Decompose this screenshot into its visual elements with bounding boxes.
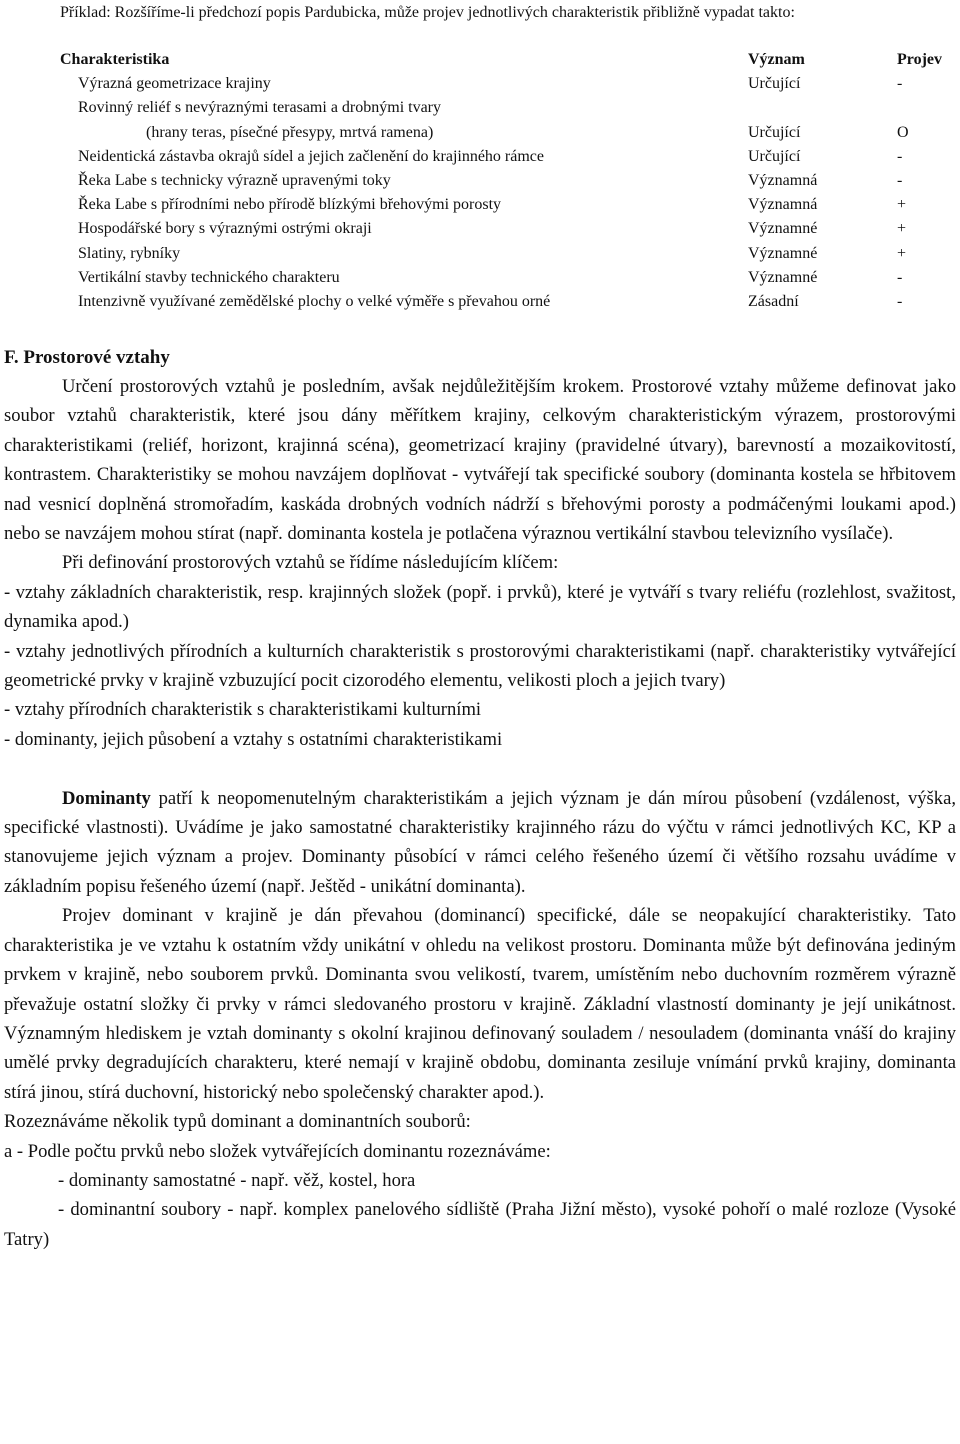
cell-projev: + [897, 196, 907, 214]
list-item: - vztahy jednotlivých přírodních a kulturních charakteristik s prostorovými charakteristikami (např. charakteristiky vytvářející geometrické prvky v krajině vzbuzující pocit cizorodého elementu, velikosti ploch a jejich tvary) [4, 640, 956, 692]
header-charakteristika: Charakteristika [60, 51, 170, 68]
cell-charakteristika: Hospodářské bory s výraznými ostrými okraji [78, 220, 372, 238]
table-row [60, 218, 960, 242]
cell-charakteristika: Vertikální stavby technického charakteru [78, 268, 340, 286]
table-row [60, 97, 960, 121]
cell-vyznam: Určující [748, 123, 801, 141]
table-row [60, 73, 960, 97]
section-heading: F. Prostorové vztahy [4, 347, 170, 368]
list-item: - vztahy základních charakteristik, resp. krajinných složek (popř. i prvků), které je vytváří s tvary reliéfu (rozlehlost, svažitost, dynamika apod.) [4, 581, 956, 633]
cell-charakteristika: Neidentická zástavba okrajů sídel a jejich začlenění do krajinného rámce [78, 147, 545, 165]
cell-charakteristika: Řeka Labe s technicky výrazně upravenými toky [78, 171, 391, 189]
table-row [60, 170, 960, 194]
list-item: - vztahy přírodních charakteristik s charakteristikami kulturními [4, 699, 482, 721]
cell-projev: - [897, 292, 903, 310]
paragraph: Určení prostorových vztahů je posledním, avšak nejdůležitějším krokem. Prostorové vztahy můžeme definovat jako soubor vztahů charakteristik, které jsou dány měřítkem krajiny, celkovým charakteristickým výrazem, prostorovými charakteristikami (reliéf, horizont, krajinná scéna), geometrizací krajiny (pravidelné útvary), barevností a mozaikovitostí, kontrastem. Charakteristiky se mohou navzájem doplňovat - vytvářejí tak specifické soubory (dominanta kostela se hřbitovem nad vesnicí doplněná stromořadím, kaskáda drobných vodních nádrží s břehovými porosty a podmáčenými loukami apod.) nebo se navzájem mohou stírat (např. dominanta kostela je potlačena výraznou vertikální stavbou televizního vysílače). [4, 376, 956, 545]
paragraph: a - Podle počtu prvků nebo složek vytvářejících dominantu rozeznáváme: [4, 1140, 551, 1162]
characteristics-table [60, 49, 960, 315]
cell-charakteristika: Řeka Labe s přírodními nebo přírodě blízkými břehovými porosty [78, 196, 502, 214]
cell-charakteristika: Slatiny, rybníky [78, 244, 181, 262]
table-row [60, 243, 960, 267]
cell-projev: - [897, 75, 903, 93]
list-item: - dominantní soubory - např. komplex panelového sídliště (Praha Jižní město), vysoké pohoří o malé rozloze (Vysoké Tatry) [4, 1199, 956, 1250]
intro-paragraph: Příklad: Rozšíříme-li předchozí popis Pardubicka, může projev jednotlivých charakteristik přibližně vypadat takto: [60, 4, 795, 21]
cell-projev: + [897, 220, 907, 238]
cell-projev: - [897, 171, 903, 189]
paragraph: Při definování prostorových vztahů se řídíme následujícím klíčem: [62, 552, 559, 574]
cell-projev: + [897, 244, 907, 262]
cell-charakteristika: Intenzivně využívané zemědělské plochy o velké výměře s převahou orné [78, 292, 551, 310]
list-item: - dominanty, jejich působení a vztahy s ostatními charakteristikami [4, 728, 503, 750]
cell-vyznam: Významné [748, 220, 818, 238]
table-row [60, 194, 960, 218]
table-row [60, 291, 960, 315]
cell-charakteristika: Rovinný reliéf s nevýraznými terasami a drobnými tvary [78, 99, 442, 117]
section-body [4, 372, 956, 1254]
cell-vyznam: Významné [748, 244, 818, 262]
cell-projev: - [897, 268, 903, 286]
cell-vyznam: Významné [748, 268, 818, 286]
header-projev: Projev [897, 51, 943, 68]
term-dominanty: Dominanty [62, 787, 151, 809]
cell-projev: - [897, 147, 903, 165]
header-vyznam: Význam [748, 51, 805, 68]
cell-vyznam: Určující [748, 75, 801, 93]
paragraph-dominanty [4, 784, 956, 902]
cell-vyznam: Zásadní [748, 292, 799, 310]
paragraph: Rozeznáváme několik typů dominant a dominantních souborů: [4, 1111, 471, 1133]
table-row [60, 122, 960, 146]
paragraph-dominanty-text: patří k neopomenutelným charakteristikám a jejich význam je dán mírou působení (vzdálenost, výška, specifické vlastnosti). Uvádíme je jako samostatné charakteristiky krajinného rázu do výčtu v rámci jednotlivých KC, KP a stanovujeme jejich význam a projev. Dominanty působící v rámci celého řešeného území či většího rozsahu uvádíme v základním popisu řešeného území (např. Ještěd - unikátní dominanta). [4, 787, 956, 897]
table-row [60, 146, 960, 170]
cell-vyznam: Významná [748, 196, 818, 214]
cell-vyznam: Významná [748, 171, 818, 189]
paragraph: Projev dominant v krajině je dán převahou (dominancí) specifické, dále se neopakující charakteristiky. Tato charakteristika je ve vztahu k ostatním vždy unikátní v ohledu na velikost prostoru. Dominanta může být definována jediným prvkem v krajině, nebo souborem prvků. Dominanta svou velikostí, tvarem, umístěním nebo duchovním rozměrem výrazně převažuje ostatní složky či prvky v rámci sledovaného prostoru v krajině. Základní vlastností dominanty je její unikátnost. Významným hlediskem je vztah dominanty s okolní krajinou definovaný souladem / nesouladem (dominanta vnáší do krajiny umělé prvky degradujících charakteru, které nemají v krajině obdobu, dominanta zesiluje vnímání prvků krajiny, dominanta stírá jinou, stírá duchovní, historický nebo společenský charakter apod.). [4, 905, 956, 1103]
cell-charakteristika: (hrany teras, písečné přesypy, mrtvá ramena) [146, 123, 434, 141]
cell-vyznam: Určující [748, 147, 801, 165]
table-row [60, 267, 960, 291]
cell-projev: O [897, 123, 909, 141]
table-header-row [60, 49, 960, 73]
cell-charakteristika: Výrazná geometrizace krajiny [78, 75, 271, 93]
list-item: - dominanty samostatné - např. věž, kostel, hora [58, 1169, 416, 1191]
